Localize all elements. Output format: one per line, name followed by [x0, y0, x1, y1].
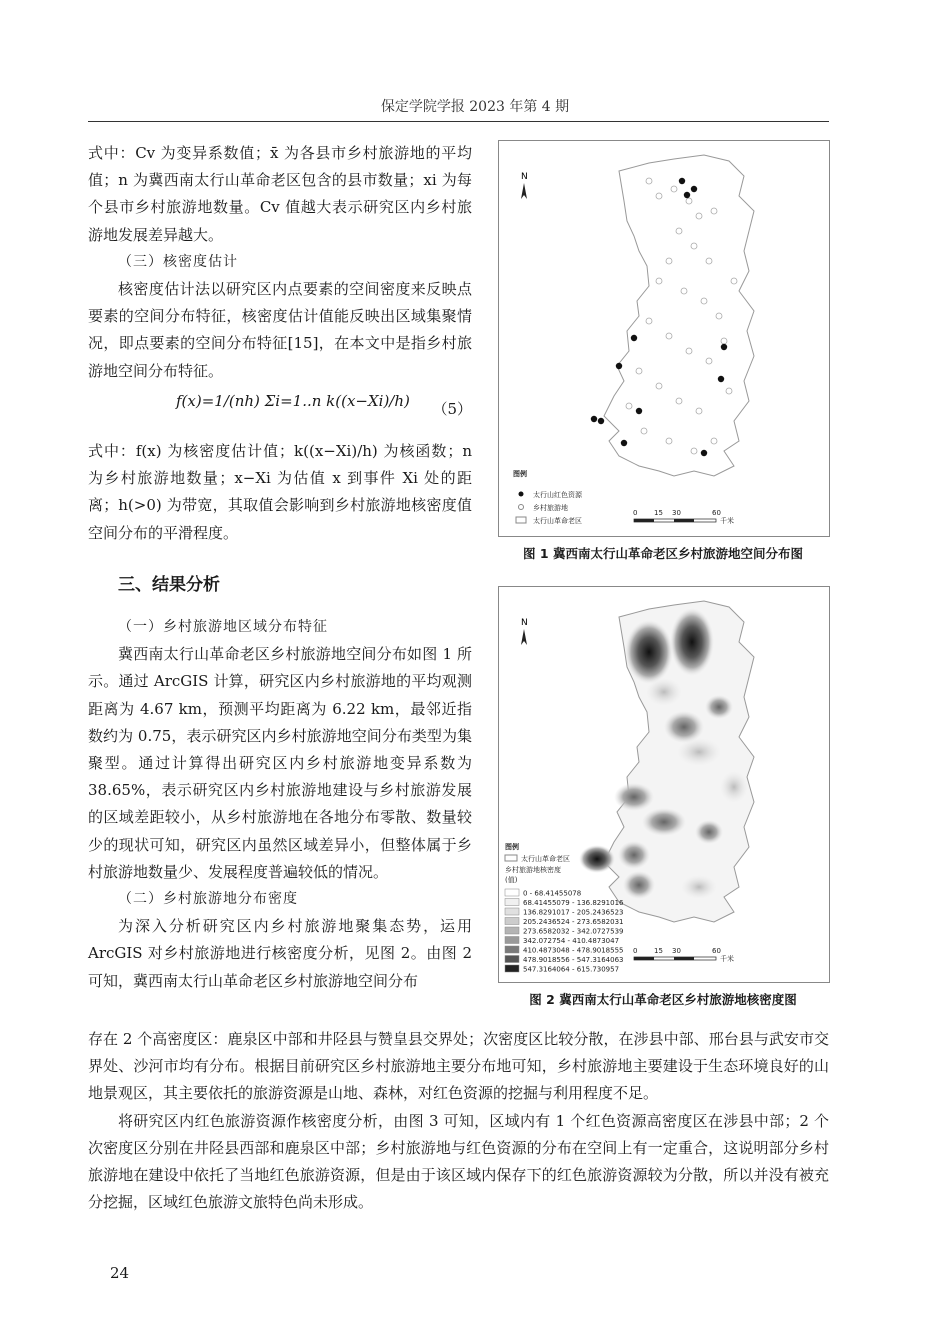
- figure-2-map: [498, 586, 830, 983]
- legend-class-label: 136.8291017 - 205.2436523: [523, 908, 624, 917]
- legend-class-label: 0 - 68.41455078: [523, 889, 582, 898]
- legend-class-swatch: [505, 908, 519, 915]
- legend-class-swatch: [505, 927, 519, 934]
- svg-text:15: 15: [654, 947, 663, 955]
- legend-class-swatch: [505, 956, 519, 963]
- legend-class-label: 342.072754 - 410.4873047: [523, 937, 620, 945]
- legend-item-red: 太行山红色资源: [533, 491, 582, 499]
- left-column-top: [88, 140, 472, 385]
- legend-density-unit: (值): [505, 876, 518, 884]
- para-kernel-vars: 式中：f(x) 为核密度估计值；k((x−Xi)/h) 为核函数；n 为乡村旅游地数量；x−Xi 为估值 x 到事件 Xi 处的距离；h(>0) 为带宽，其取值会影响到乡村旅游地核密度值空间分布的平滑程度。: [88, 442, 472, 542]
- para-kernel-intro: 核密度估计法以研究区内点要素的空间密度来反映点要素的空间分布特征，核密度估计值能反映出区域集聚情况，即点要素的空间分布特征[15]，在本文中是指乡村旅游地空间分布特征。: [88, 280, 472, 380]
- para-red-resources: 将研究区内红色旅游资源作核密度分析，由图 3 可知，区域内有 1 个红色资源高密度区在涉县中部；2 个次密度区分别在井陉县西部和鹿泉区中部；乡村旅游地与红色资源的分布在空间上有一定重合，这说明部分乡村旅游地在建设中依托了当地红色旅游资源，但是由于该区域内保存下的红色旅游资源较为分散，所以并没有被充分挖掘，区域红色旅游文旅特色尚未形成。: [88, 1111, 829, 1212]
- scale-bar: [633, 509, 734, 525]
- legend-tourism-symbol: [519, 505, 524, 510]
- para-density-start: 为深入分析研究区内乡村旅游地聚集态势，运用 ArcGIS 对乡村旅游地进行核密度分析，见图 2。由图 2 可知，冀西南太行山革命老区乡村旅游地空间分布: [88, 917, 472, 990]
- full-width-text: [88, 1026, 829, 1216]
- svg-text:15: 15: [654, 509, 663, 517]
- legend-title: 图例: [505, 843, 519, 851]
- subheading-density: （二）乡村旅游地分布密度: [118, 891, 298, 908]
- hotspot-north-east: [670, 608, 714, 676]
- left-column-mid: [88, 438, 472, 547]
- density-low-3: [720, 771, 748, 803]
- svg-text:30: 30: [672, 509, 681, 517]
- scale-bar: [633, 947, 734, 963]
- svg-text:60: 60: [712, 509, 721, 517]
- section-heading-results: 三、结果分析: [118, 575, 220, 595]
- legend-class-label: 547.3164064 - 615.730957: [523, 965, 620, 974]
- density-mid-2: [705, 695, 733, 719]
- svg-text:0: 0: [633, 509, 638, 517]
- figure-1-svg: [499, 141, 829, 536]
- figure-1-caption: 图 1 冀西南太行山革命老区乡村旅游地空间分布图: [523, 546, 803, 561]
- legend-boundary-label: 太行山革命老区: [521, 855, 570, 863]
- legend-class-label: 410.4873048 - 478.9018555: [523, 946, 624, 955]
- density-mid-5: [695, 820, 723, 844]
- svg-text:30: 30: [672, 947, 681, 955]
- legend-class-swatch: [505, 899, 519, 906]
- legend-class-swatch: [505, 946, 519, 953]
- equation-formula: f(x)=1/(nh) Σi=1..n k((x−Xi)/h): [176, 392, 410, 410]
- header-rule: [88, 121, 829, 122]
- north-label: N: [521, 618, 528, 628]
- legend-density-title: 乡村旅游地核密度: [505, 866, 561, 874]
- svg-text:千米: 千米: [720, 517, 734, 525]
- legend-item-tourism: 乡村旅游地: [533, 504, 568, 512]
- legend-item-boundary: 太行山革命老区: [533, 517, 582, 525]
- section-results: [88, 572, 472, 599]
- subheading-distribution: （一）乡村旅游地区域分布特征: [118, 619, 328, 635]
- figure-2-caption: 图 2 冀西南太行山革命老区乡村旅游地核密度图: [529, 992, 797, 1007]
- density-mid-3: [614, 783, 654, 811]
- running-header: 保定学院学报 2023 年第 4 期: [380, 99, 570, 115]
- north-arrow: [521, 172, 528, 199]
- figure-1-legend: [513, 469, 583, 525]
- density-low-2: [646, 678, 682, 706]
- density-low-4: [681, 875, 717, 899]
- legend-class-label: 205.2436524 - 273.6582031: [523, 918, 624, 926]
- north-label: N: [521, 172, 528, 182]
- legend-class-label: 478.9018556 - 547.3164063: [523, 956, 624, 964]
- equation-number: （5）: [432, 400, 472, 418]
- density-mid-7: [623, 871, 655, 899]
- legend-class-swatch: [505, 889, 519, 896]
- hotspot-north-west: [625, 620, 673, 684]
- legend-boundary-symbol: [505, 855, 517, 861]
- para-cv-definition: 式中：Cv 为变异系数值；x̄ 为各县市乡村旅游地的平均值；n 为冀西南太行山革命老区包含的县市数量；xi 为每个县市乡村旅游地数量。Cv 值越大表示研究区内乡村旅游地发展差异越大。: [88, 144, 472, 244]
- legend-class-swatch: [505, 965, 519, 972]
- legend-class-label: 273.6582032 - 342.0727539: [523, 927, 624, 936]
- figure-2-svg: [499, 587, 829, 982]
- legend-boundary-symbol: [516, 517, 526, 523]
- density-mid-6: [618, 841, 650, 869]
- svg-text:0: 0: [633, 947, 638, 955]
- density-west: [579, 845, 615, 873]
- para-distribution: 冀西南太行山革命老区乡村旅游地空间分布如图 1 所示。通过 ArcGIS 计算，研究区内乡村旅游地的平均观测距离为 4.67 km，预测平均距离为 6.22 km，最邻近指数约为 0.75，表示研究区内乡村旅游地空间分布类型为集聚型。通过计算得出研究区内乡村旅游地变异系数为 38.65%，表示研究区内乡村旅游地建设与乡村旅游发展的区域差距较小，从乡村旅游地在各地分布零散、数量较少的现状可知，研究区内虽然区域差异小，但整体属于乡村旅游地数量少、发展程度普遍较低的情况。: [88, 645, 472, 881]
- left-column-bottom: [88, 614, 472, 995]
- subheading-kernel-density: （三）核密度估计: [118, 253, 238, 270]
- north-arrow: [521, 618, 528, 645]
- legend-title: 图例: [513, 470, 527, 478]
- legend-class-label: 68.41455079 - 136.8291016: [523, 899, 624, 907]
- legend-red-symbol: [519, 492, 524, 497]
- figure-1-map: [498, 140, 830, 537]
- para-density-cont: 存在 2 个高密度区：鹿泉区中部和井陉县与赞皇县交界处；次密度区比较分散，在涉县中部、邢台县与武安市交界处、沙河市均有分布。根据目前研究区乡村旅游地主要分布地可知，乡村旅游地主要建设于生态环境良好的山地景观区，其主要依托的旅游资源是山地、森林，对红色资源的挖掘与利用程度不足。: [88, 1030, 829, 1103]
- svg-text:60: 60: [712, 947, 721, 955]
- density-low-1: [677, 738, 721, 766]
- region-boundary: [604, 155, 754, 476]
- density-mid-4: [642, 808, 686, 836]
- svg-text:千米: 千米: [720, 955, 734, 963]
- legend-class-swatch: [505, 918, 519, 925]
- legend-class-swatch: [505, 937, 519, 944]
- page-number: 24: [110, 1264, 130, 1282]
